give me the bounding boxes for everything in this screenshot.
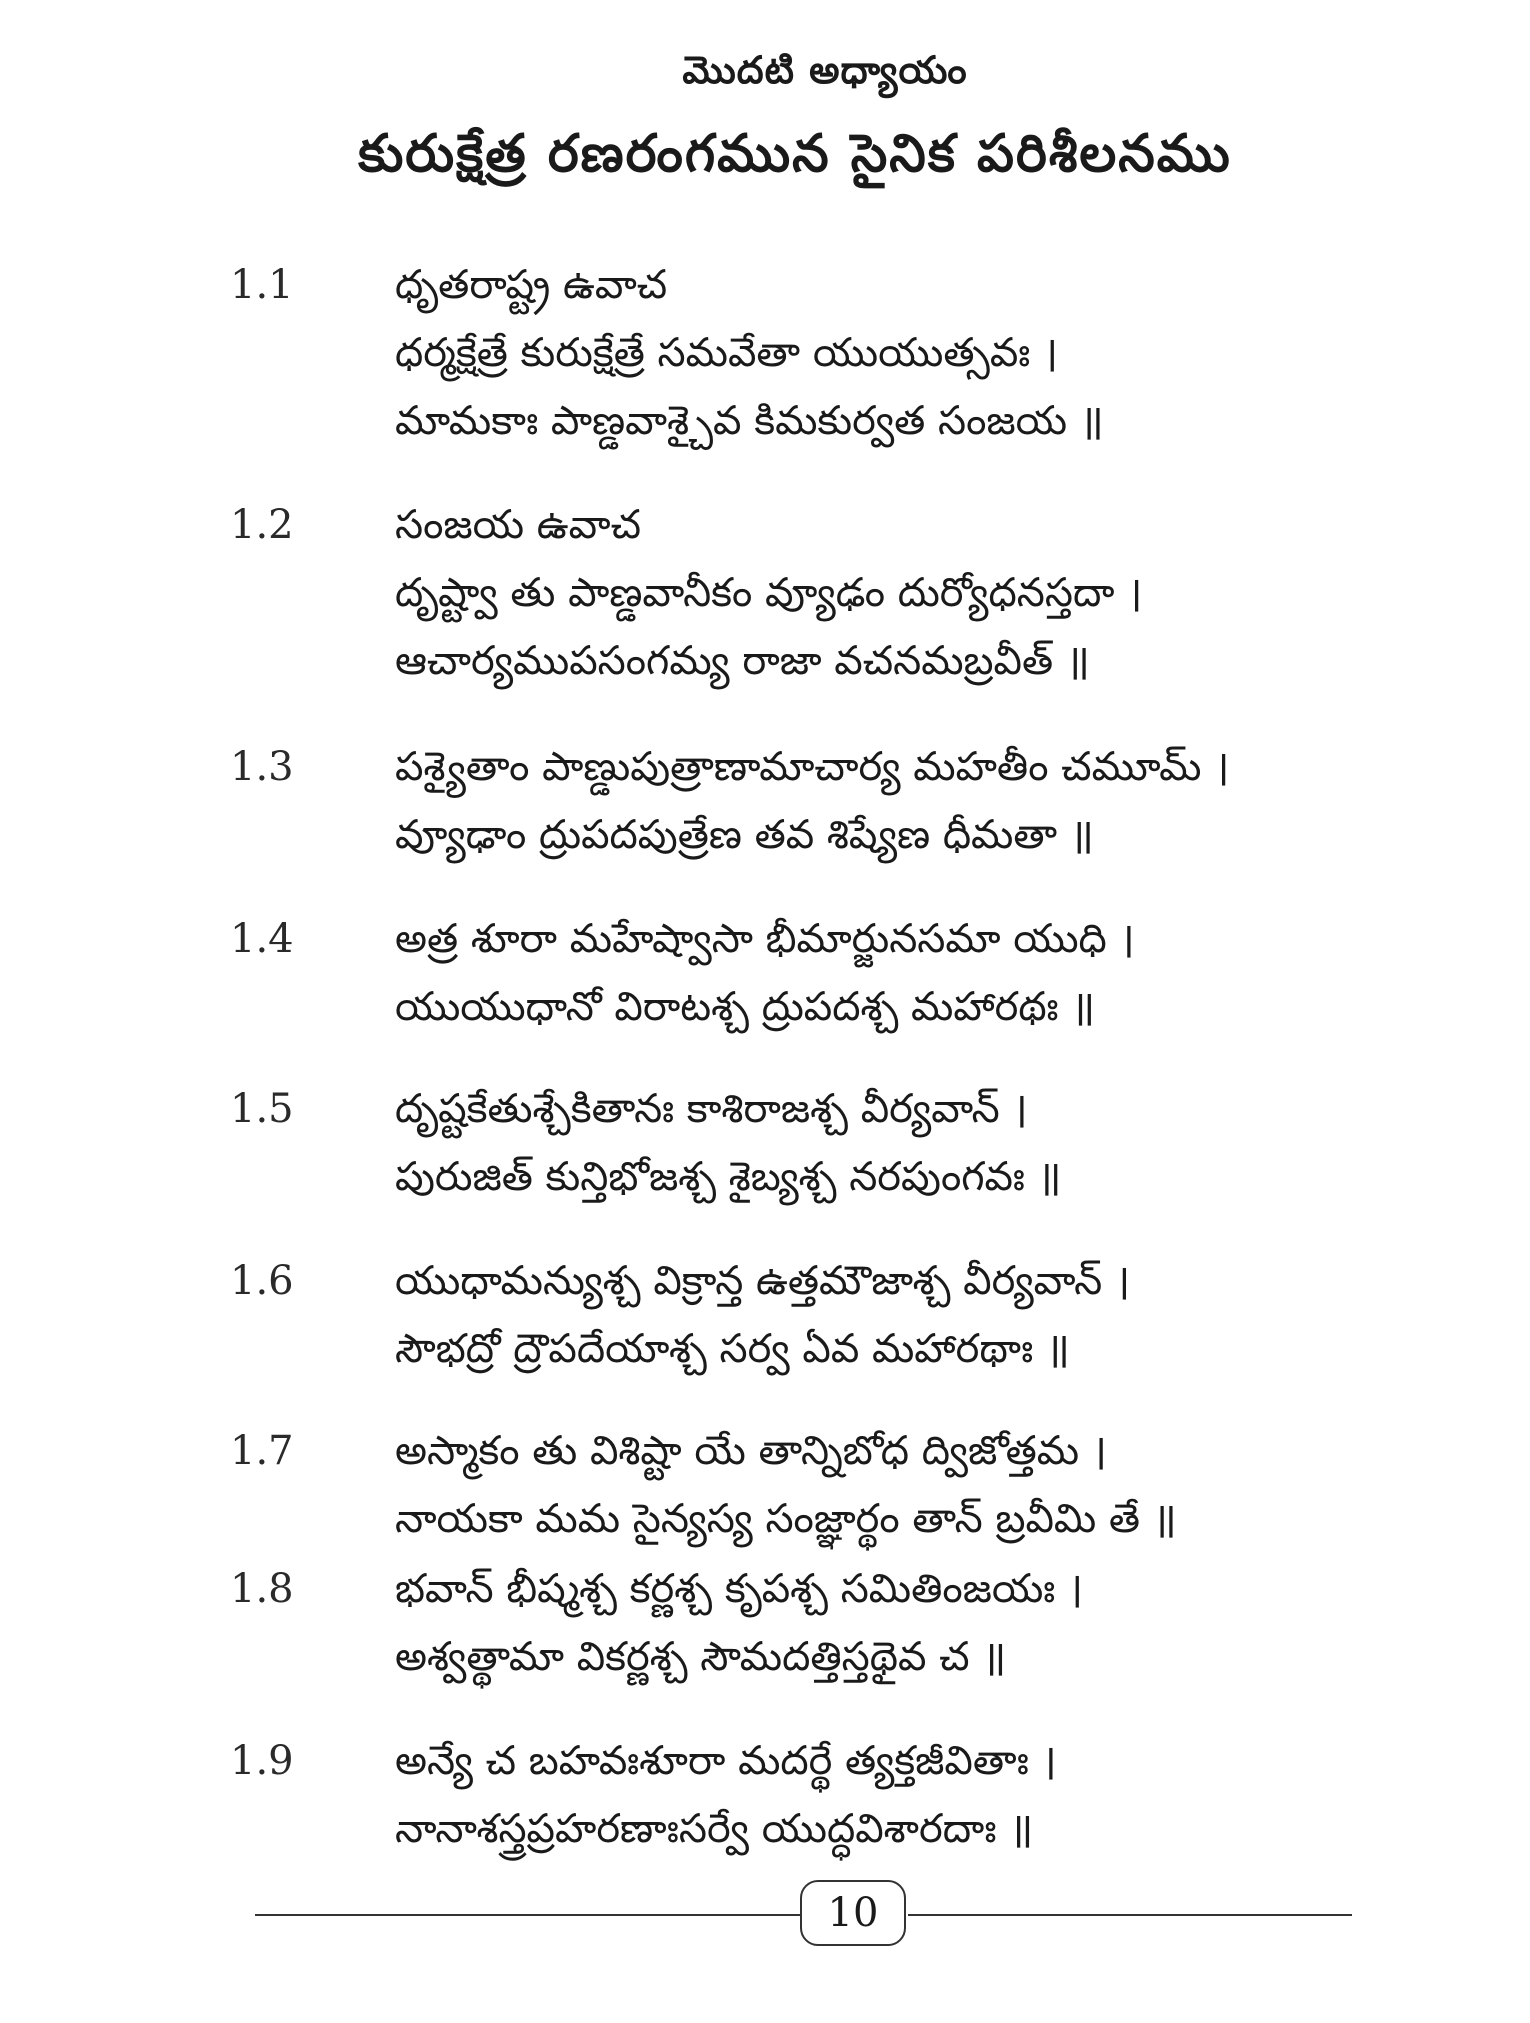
- verse-line: ధర్మక్షేత్రే కురుక్షేత్రే సమవేతా యుయుత్సవః ।: [395, 330, 1059, 376]
- verse-line: సౌభద్రో ద్రౌపదేయాశ్చ సర్వ ఏవ మహారథాః ॥: [395, 1326, 1070, 1372]
- verse-number: 1.9: [230, 1738, 294, 1784]
- verse-number: 1.1: [230, 262, 294, 308]
- verse-line: భవాన్ భీష్మశ్చ కర్ణశ్చ కృపశ్చ సమితింజయః ।: [395, 1566, 1084, 1612]
- verse-line: నాయకా మమ సైన్యస్య సంజ్ఞార్థం తాన్ బ్రవీమి తే ॥: [395, 1496, 1177, 1542]
- verse-number: 1.8: [230, 1566, 294, 1612]
- verse-line: యుధామన్యుశ్చ విక్రాన్త ఉత్తమౌజాశ్చ వీర్యవాన్ ।: [395, 1258, 1131, 1304]
- verse-line: దృష్ట్వా తు పాణ్డవానీకం వ్యూఢం దుర్యోధనస్తదా ।: [395, 570, 1143, 616]
- verse-line: అస్మాకం తు విశిష్టా యే తాన్నిబోధ ద్విజోత్తమ ।: [395, 1428, 1107, 1474]
- verse-number: 1.2: [230, 502, 294, 548]
- chapter-title: కురుక్షేత్ర రణరంగమున సైనిక పరిశీలనము: [358, 124, 1232, 184]
- verse-number: 1.7: [230, 1428, 294, 1474]
- verse-line: మామకాః పాణ్డవాశ్చైవ కిమకుర్వత సంజయ ॥: [395, 398, 1104, 444]
- verse-line: నానాశస్త్రప్రహరణాఃసర్వే యుద్ధవిశారదాః ॥: [395, 1806, 1034, 1852]
- verse-line: అత్ర శూరా మహేష్వాసా భీమార్జునసమా యుధి ।: [395, 916, 1135, 962]
- chapter-label: మొదటి అధ్యాయం: [682, 48, 968, 92]
- verse-line: యుయుధానో విరాటశ్చ ద్రుపదశ్చ మహారథః ॥: [395, 984, 1096, 1030]
- verse-line: పశ్యైతాం పాణ్డుపుత్రాణామాచార్య మహతీం చమూమ్ ।: [395, 744, 1230, 790]
- footer-divider-right: [908, 1914, 1352, 1916]
- verse-line: అశ్వత్థామా వికర్ణశ్చ సౌమదత్తిస్తథైవ చ ॥: [395, 1634, 1007, 1680]
- page-number: 10: [800, 1880, 906, 1946]
- verse-number: 1.3: [230, 744, 294, 790]
- verse-line: వ్యూఢాం ద్రుపదపుత్రేణ తవ శిష్యేణ ధీమతా ॥: [395, 812, 1094, 858]
- verse-line: సంజయ ఉవాచ: [395, 502, 641, 548]
- verse-line: ఆచార్యముపసంగమ్య రాజా వచనమబ్రవీత్ ॥: [395, 638, 1090, 684]
- verse-line: ధృతరాష్ట్ర ఉవాచ: [395, 262, 668, 308]
- verse-number: 1.6: [230, 1258, 294, 1304]
- verse-number: 1.4: [230, 916, 294, 962]
- verse-line: దృష్టకేతుశ్చేకితానః కాశిరాజశ్చ వీర్యవాన్ ।: [395, 1086, 1028, 1132]
- verse-line: అన్యే చ బహవఃశూరా మదర్థే త్యక్తజీవితాః ।: [395, 1738, 1057, 1784]
- verse-line: పురుజిత్ కున్తిభోజశ్చ శైబ్యశ్చ నరపుంగవః ॥: [395, 1154, 1062, 1200]
- footer-divider-left: [255, 1914, 800, 1916]
- verse-number: 1.5: [230, 1086, 294, 1132]
